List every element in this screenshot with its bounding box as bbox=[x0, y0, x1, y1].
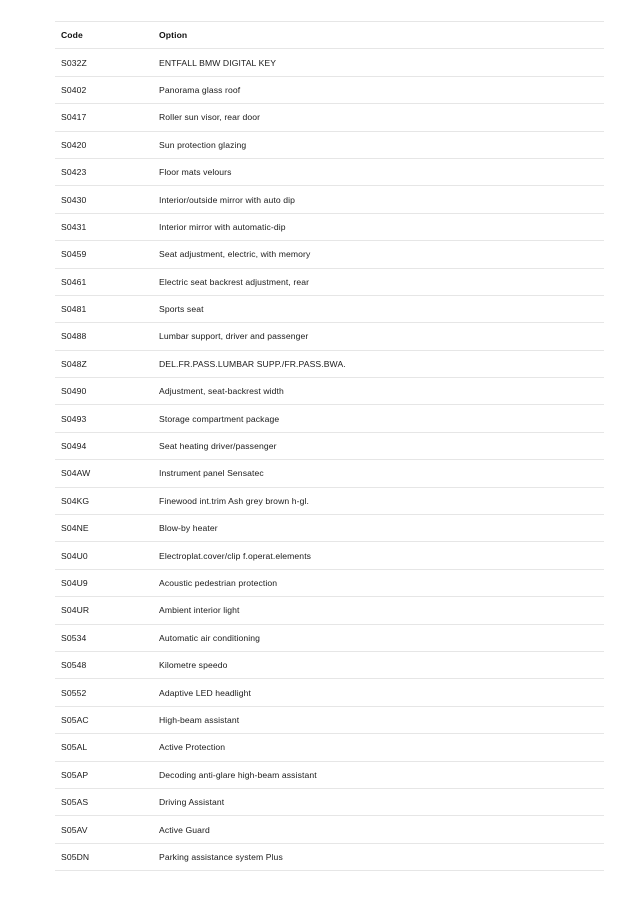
option-column-header: Option bbox=[159, 30, 188, 41]
table-row bbox=[55, 104, 604, 131]
option-description: Kilometre speedo bbox=[159, 660, 228, 671]
option-description: DEL.FR.PASS.LUMBAR SUPP./FR.PASS.BWA. bbox=[159, 358, 346, 369]
option-code: S04U0 bbox=[61, 550, 88, 561]
option-description: Active Protection bbox=[159, 742, 226, 753]
option-code: S0461 bbox=[61, 276, 87, 287]
option-code: S05AP bbox=[61, 769, 89, 780]
option-code: S0420 bbox=[61, 139, 87, 150]
option-description: Instrument panel Sensatec bbox=[159, 468, 264, 479]
option-description: Electroplat.cover/clip f.operat.elements bbox=[159, 550, 312, 561]
option-description: Floor mats velours bbox=[159, 167, 232, 178]
option-description: Interior/outside mirror with auto dip bbox=[159, 194, 296, 205]
table-row bbox=[55, 269, 604, 296]
table-row bbox=[55, 625, 604, 652]
table-row bbox=[55, 159, 604, 186]
option-description: Finewood int.trim Ash grey brown h-gl. bbox=[159, 495, 309, 506]
option-description: Interior mirror with automatic-dip bbox=[159, 221, 286, 232]
table-row bbox=[55, 844, 604, 871]
table-row bbox=[55, 351, 604, 378]
option-description: Decoding anti-glare high-beam assistant bbox=[159, 769, 317, 780]
option-code: S05AV bbox=[61, 824, 88, 835]
option-code: S05AL bbox=[61, 742, 88, 753]
table-row bbox=[55, 570, 604, 597]
option-code: S0423 bbox=[61, 167, 87, 178]
option-description: Roller sun visor, rear door bbox=[159, 112, 261, 123]
table-row bbox=[55, 323, 604, 350]
table-row bbox=[55, 132, 604, 159]
option-code: S0548 bbox=[61, 660, 87, 671]
option-code: S04NE bbox=[61, 523, 89, 534]
table-row bbox=[55, 789, 604, 816]
option-description: Adjustment, seat-backrest width bbox=[159, 386, 284, 397]
option-description: Sun protection glazing bbox=[159, 139, 247, 150]
option-code: S04KG bbox=[61, 495, 90, 506]
option-description: Active Guard bbox=[159, 824, 210, 835]
table-row bbox=[55, 542, 604, 569]
option-description: Storage compartment package bbox=[159, 413, 280, 424]
table-row bbox=[55, 652, 604, 679]
option-description: ENTFALL BMW DIGITAL KEY bbox=[159, 57, 277, 68]
options-table bbox=[55, 21, 604, 871]
table-row bbox=[55, 515, 604, 542]
option-description: Seat adjustment, electric, with memory bbox=[159, 249, 311, 260]
table-row bbox=[55, 488, 604, 515]
option-description: Adaptive LED headlight bbox=[159, 687, 252, 698]
option-code: S048Z bbox=[61, 358, 87, 369]
option-description: Electric seat backrest adjustment, rear bbox=[159, 276, 310, 287]
table-row bbox=[55, 816, 604, 843]
option-description: Seat heating driver/passenger bbox=[159, 441, 277, 452]
option-code: S0431 bbox=[61, 221, 87, 232]
option-description: Blow-by heater bbox=[159, 523, 218, 534]
table-row bbox=[55, 433, 604, 460]
table-row bbox=[55, 679, 604, 706]
table-row bbox=[55, 296, 604, 323]
option-code: S0490 bbox=[61, 386, 87, 397]
option-code: S0534 bbox=[61, 632, 87, 643]
table-header-row bbox=[55, 22, 604, 49]
table-row bbox=[55, 77, 604, 104]
option-code: S04AW bbox=[61, 468, 91, 479]
option-code: S04UR bbox=[61, 605, 90, 616]
table-row bbox=[55, 186, 604, 213]
option-description: Acoustic pedestrian protection bbox=[159, 578, 278, 588]
option-code: S0417 bbox=[61, 112, 87, 123]
option-code: S04U9 bbox=[61, 578, 88, 588]
option-code: S0488 bbox=[61, 331, 87, 342]
option-description: Parking assistance system Plus bbox=[159, 851, 283, 862]
table-body bbox=[55, 49, 604, 871]
table-row bbox=[55, 378, 604, 405]
option-description: Ambient interior light bbox=[159, 605, 240, 616]
option-description: High-beam assistant bbox=[159, 714, 240, 725]
option-description: Sports seat bbox=[159, 304, 204, 315]
option-code: S0552 bbox=[61, 687, 87, 698]
option-code: S0430 bbox=[61, 194, 87, 205]
table-row bbox=[55, 241, 604, 268]
option-description: Panorama glass roof bbox=[159, 84, 241, 95]
option-code: S0402 bbox=[61, 84, 87, 95]
table-row bbox=[55, 460, 604, 487]
option-code: S0481 bbox=[61, 304, 87, 315]
table-row bbox=[55, 734, 604, 761]
table-row bbox=[55, 762, 604, 789]
table-row bbox=[55, 707, 604, 734]
option-code: S0493 bbox=[61, 413, 87, 424]
table-row bbox=[55, 214, 604, 241]
option-code: S05AC bbox=[61, 714, 89, 725]
code-column-header: Code bbox=[61, 30, 83, 41]
option-code: S0494 bbox=[61, 441, 87, 452]
table-row bbox=[55, 405, 604, 432]
option-code: S0459 bbox=[61, 249, 87, 260]
option-description: Driving Assistant bbox=[159, 797, 225, 808]
option-description: Automatic air conditioning bbox=[159, 632, 261, 643]
option-code: S05AS bbox=[61, 797, 89, 808]
option-code: S05DN bbox=[61, 851, 90, 862]
option-code: S032Z bbox=[61, 57, 87, 68]
option-description: Lumbar support, driver and passenger bbox=[159, 331, 309, 342]
table-row bbox=[55, 49, 604, 76]
table-row bbox=[55, 597, 604, 624]
